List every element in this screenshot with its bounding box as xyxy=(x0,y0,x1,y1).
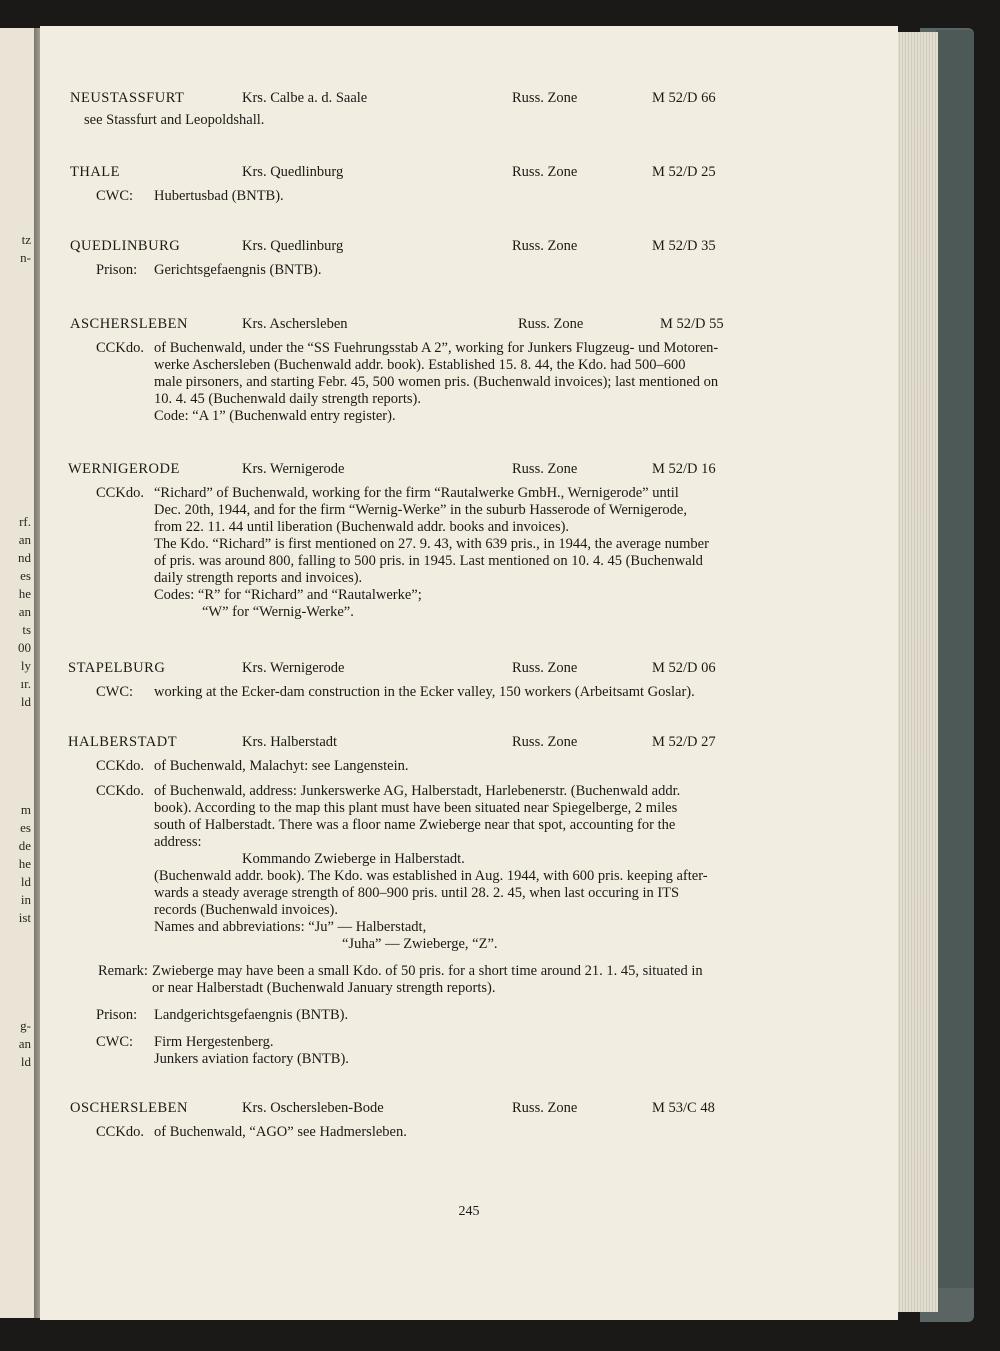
entry-block xyxy=(40,188,898,205)
entry-block xyxy=(40,340,898,425)
entry-block xyxy=(40,684,898,701)
map-ref: M 52/D 16 xyxy=(652,461,716,477)
entry-block xyxy=(40,783,898,953)
place-name: NEUSTASSFURT xyxy=(70,90,185,106)
book-page xyxy=(40,26,898,1320)
place-name: THALE xyxy=(70,164,121,180)
margin-fragment: ır. xyxy=(20,676,31,691)
margin-fragment: es xyxy=(20,820,31,835)
text-line: “W” for “Wernig-Werke”. xyxy=(202,604,354,620)
margin-fragment: ld xyxy=(20,694,31,709)
zone: Russ. Zone xyxy=(518,316,584,332)
text-line: of pris. was around 800, falling to 500 pris. in 1945. Last mentioned on 10. 4. 45 (Buchenwald xyxy=(154,553,703,569)
remark-block xyxy=(40,963,898,997)
margin-fragment: he xyxy=(18,856,31,871)
place-name: ASCHERSLEBEN xyxy=(70,316,188,332)
entry-block xyxy=(40,262,898,279)
text-line: Names and abbreviations: “Ju” — Halberstadt, xyxy=(154,919,427,935)
entry-neustassfurt xyxy=(40,90,898,129)
entry-block xyxy=(40,758,898,775)
margin-fragment: 00 xyxy=(18,640,31,655)
entry-header xyxy=(40,164,898,182)
district: Krs. Oschersleben-Bode xyxy=(242,1100,384,1116)
margin-fragment: es xyxy=(20,568,31,583)
margin-fragment: ist xyxy=(18,910,31,925)
prison-block xyxy=(40,1007,898,1024)
place-name: OSCHERSLEBEN xyxy=(70,1100,188,1116)
place-name: QUEDLINBURG xyxy=(70,238,181,254)
entry-label: CCKdo. xyxy=(96,783,144,799)
page-number: 245 xyxy=(458,1204,480,1219)
entry-block xyxy=(40,1124,898,1141)
district: Krs. Wernigerode xyxy=(242,660,345,676)
entry-text: of Buchenwald, “AGO” see Hadmersleben. xyxy=(154,1124,407,1140)
margin-fragment: in xyxy=(20,892,31,907)
entry-header xyxy=(40,734,898,752)
entry-text: Hubertusbad (BNTB). xyxy=(154,188,284,204)
margin-fragment: rf. xyxy=(19,514,31,529)
text-line: Junkers aviation factory (BNTB). xyxy=(154,1051,349,1067)
text-line: or near Halberstadt (Buchenwald January strength reports). xyxy=(152,980,496,996)
text-line: Codes: “R” for “Richard” and “Rautalwerke”; xyxy=(154,587,422,603)
entry-text: of Buchenwald, Malachyt: see Langenstein. xyxy=(154,758,409,774)
margin-fragment: nd xyxy=(18,550,31,565)
text-line: male pirsoners, and starting Febr. 45, 500 women pris. (Buchenwald invoices); last mentioned on xyxy=(154,374,719,390)
district: Krs. Aschersleben xyxy=(242,316,348,332)
entry-stapelburg xyxy=(40,660,898,701)
margin-fragment: an xyxy=(18,604,31,619)
map-ref: M 52/D 27 xyxy=(652,734,716,750)
map-ref: M 53/C 48 xyxy=(652,1100,715,1116)
entry-halberstadt xyxy=(40,734,898,1068)
text-line: “Juha” — Zwieberge, “Z”. xyxy=(342,936,498,952)
entry-label: CCKdo. xyxy=(96,340,144,356)
district: Krs. Calbe a. d. Saale xyxy=(242,90,368,106)
entry-label: CCKdo. xyxy=(96,1124,144,1140)
text-line: Firm Hergestenberg. xyxy=(154,1034,274,1050)
district: Krs. Quedlinburg xyxy=(242,238,344,254)
entry-label: Prison: xyxy=(96,262,138,278)
place-name: STAPELBURG xyxy=(68,660,166,676)
map-ref: M 52/D 25 xyxy=(652,164,716,180)
entry-oschersleben xyxy=(40,1100,898,1141)
text-line: The Kdo. “Richard” is first mentioned on 27. 9. 43, with 639 pris., in 1944, the average number xyxy=(154,536,709,552)
text-line: of Buchenwald, address: Junkerswerke AG, Halberstadt, Harlebenerstr. (Buchenwald addr. xyxy=(154,783,681,799)
zone: Russ. Zone xyxy=(512,461,578,477)
left-page-edge xyxy=(0,28,36,1318)
margin-fragment: an xyxy=(18,1036,31,1051)
text-line: Kommando Zwieberge in Halberstadt. xyxy=(242,851,465,867)
entry-text: working at the Ecker-dam construction in the Ecker valley, 150 workers (Arbeitsamt Goslar). xyxy=(154,684,695,700)
entry-header xyxy=(40,1100,898,1118)
entry-label: CWC: xyxy=(96,1034,134,1050)
entry-thale xyxy=(40,164,898,205)
text-line: from 22. 11. 44 until liberation (Buchenwald addr. books and invoices). xyxy=(154,519,570,535)
entry-header xyxy=(40,90,898,108)
entry-block xyxy=(40,485,898,621)
entry-quedlinburg xyxy=(40,238,898,279)
margin-fragment: ld xyxy=(20,874,31,889)
text-line: “Richard” of Buchenwald, working for the firm “Rautalwerke GmbH., Wernigerode” until xyxy=(154,485,679,501)
text-line: book). According to the map this plant must have been situated near Spiegelberge, 2 miles xyxy=(154,800,678,816)
zone: Russ. Zone xyxy=(512,238,578,254)
entry-text xyxy=(154,1034,812,1068)
text-line: wards a steady average strength of 800–900 pris. until 28. 2. 45, when last occuring in ITS xyxy=(154,885,680,901)
margin-fragment: n- xyxy=(20,250,31,265)
map-ref: M 52/D 55 xyxy=(660,316,724,332)
zone: Russ. Zone xyxy=(512,164,578,180)
zone: Russ. Zone xyxy=(512,734,578,750)
see-reference: see Stassfurt and Leopoldshall. xyxy=(84,112,265,128)
district: Krs. Wernigerode xyxy=(242,461,345,477)
entry-label: Remark: xyxy=(98,963,148,979)
entry-label: CCKdo. xyxy=(96,758,144,774)
entry-text xyxy=(154,485,812,621)
text-line: records (Buchenwald invoices). xyxy=(154,902,339,918)
entry-header xyxy=(40,461,898,479)
text-line: werke Aschersleben (Buchenwald addr. book). Established 15. 8. 44, the Kdo. had 500–600 xyxy=(154,357,686,373)
margin-fragment: m xyxy=(20,802,31,817)
map-ref: M 52/D 06 xyxy=(652,660,716,676)
margin-fragment: ts xyxy=(22,622,31,637)
margin-fragment: ld xyxy=(20,1054,31,1069)
place-name: WERNIGERODE xyxy=(68,461,180,477)
entry-text xyxy=(154,783,812,953)
entry-header xyxy=(40,316,898,334)
margin-fragment: tz xyxy=(21,232,31,247)
margin-fragment: de xyxy=(18,838,31,853)
entry-label: CCKdo. xyxy=(96,485,144,501)
zone: Russ. Zone xyxy=(512,90,578,106)
map-ref: M 52/D 66 xyxy=(652,90,716,106)
margin-fragment: an xyxy=(18,532,31,547)
text-line: Code: “A 1” (Buchenwald entry register). xyxy=(154,408,396,424)
margin-fragment: ly xyxy=(20,658,31,673)
margin-fragment: he xyxy=(18,586,31,601)
zone: Russ. Zone xyxy=(512,660,578,676)
entry-aschersleben xyxy=(40,316,898,425)
text-line: of Buchenwald, under the “SS Fuehrungsstab A 2”, working for Junkers Flugzeug- und Motoren- xyxy=(154,340,719,356)
text-line: address: xyxy=(154,834,202,850)
entry-wernigerode xyxy=(40,461,898,621)
entry-text: Gerichtsgefaengnis (BNTB). xyxy=(154,262,322,278)
text-line: south of Halberstadt. There was a floor name Zwieberge near that spot, accounting for the xyxy=(154,817,676,833)
district: Krs. Halberstadt xyxy=(242,734,338,750)
text-line: daily strength reports and invoices). xyxy=(154,570,363,586)
text-line: Dec. 20th, 1944, and for the firm “Wernig-Werke” in the suburb Hasserode of Wernigerode, xyxy=(154,502,687,518)
entry-label: CWC: xyxy=(96,684,134,700)
entry-label: CWC: xyxy=(96,188,134,204)
district: Krs. Quedlinburg xyxy=(242,164,344,180)
text-line: (Buchenwald addr. book). The Kdo. was established in Aug. 1944, with 600 pris. keeping after- xyxy=(154,868,708,884)
entry-text xyxy=(152,963,810,997)
text-line: Zwieberge may have been a small Kdo. of 50 pris. for a short time around 21. 1. 45, situated in xyxy=(152,963,703,979)
margin-fragment: g- xyxy=(20,1018,31,1033)
map-ref: M 52/D 35 xyxy=(652,238,716,254)
place-name: HALBERSTADT xyxy=(68,734,178,750)
text-line: 10. 4. 45 (Buchenwald daily strength reports). xyxy=(154,391,421,407)
book-cover xyxy=(936,30,974,1320)
entry-text xyxy=(154,340,812,425)
entry-text: Landgerichtsgefaengnis (BNTB). xyxy=(154,1007,349,1023)
zone: Russ. Zone xyxy=(512,1100,578,1116)
entry-header xyxy=(40,238,898,256)
entry-label: Prison: xyxy=(96,1007,138,1023)
entry-header xyxy=(40,660,898,678)
cwc-block xyxy=(40,1034,898,1068)
